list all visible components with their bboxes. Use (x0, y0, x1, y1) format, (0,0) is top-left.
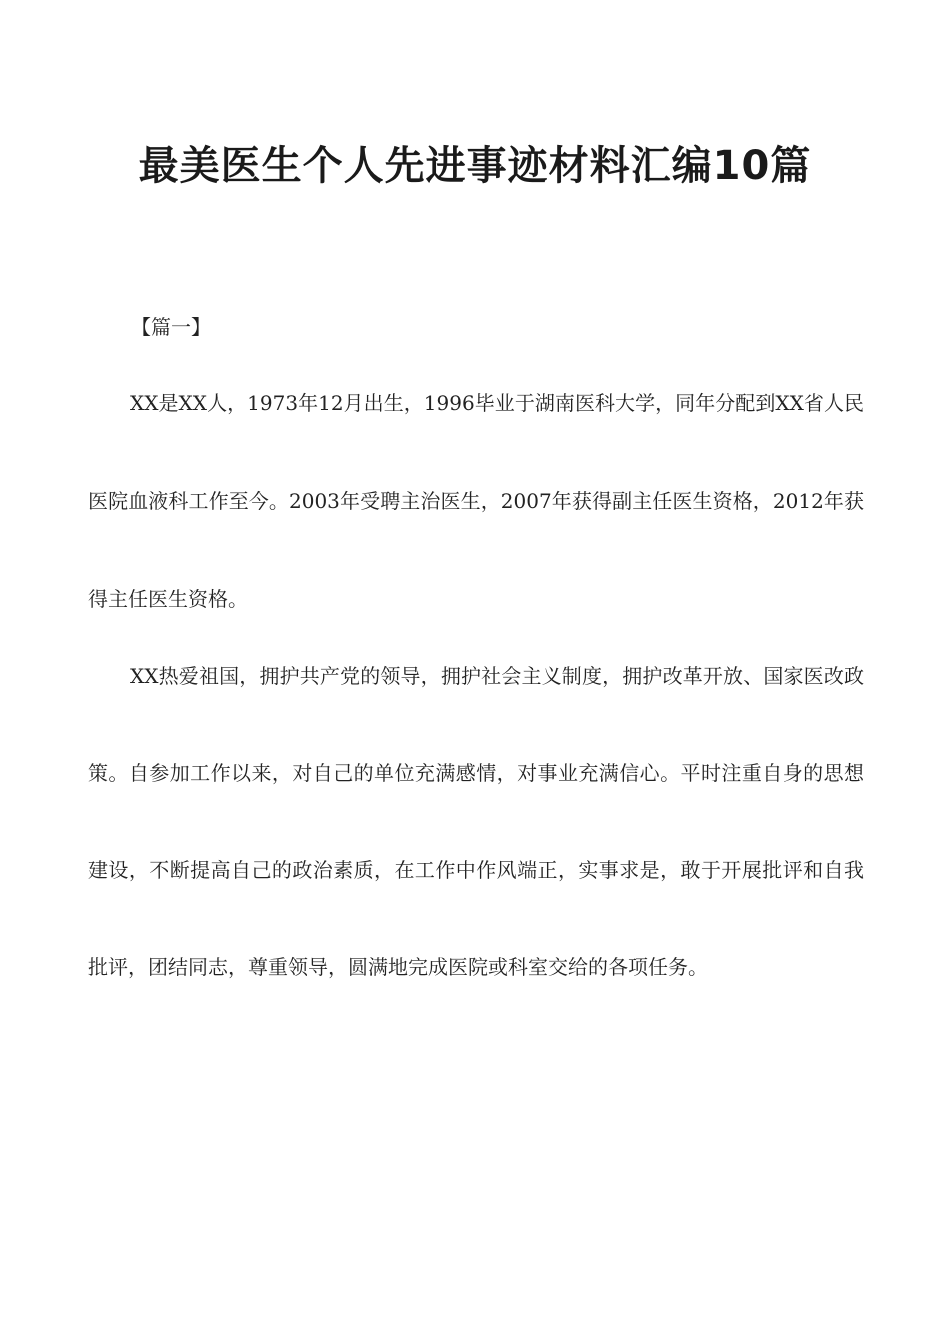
paragraph-2: XX热爱祖国，拥护共产党的领导，拥护社会主义制度，拥护改革开放、国家医改政策。自参加工作以来，对自己的单位充满感情，对事业充满信心。平时注重自身的思想建设，不断提高自己的政治素质，在工作中作风端正，实事求是，敢于开展批评和自我批评，团结同志，尊重领导，圆满地完成医院或科室交给的各项任务。 (88, 664, 864, 979)
document-title: 最美医生个人先进事迹材料汇编10篇 (138, 143, 812, 189)
section-label: 【篇一】 (131, 315, 211, 339)
paragraph-1: XX是XX人，1973年12月出生，1996毕业于湖南医科大学，同年分配到XX省人民医院血液科工作至今。2003年受聘主治医生，2007年获得副主任医生资格，2012年获得主任医生资格。 (88, 391, 864, 611)
